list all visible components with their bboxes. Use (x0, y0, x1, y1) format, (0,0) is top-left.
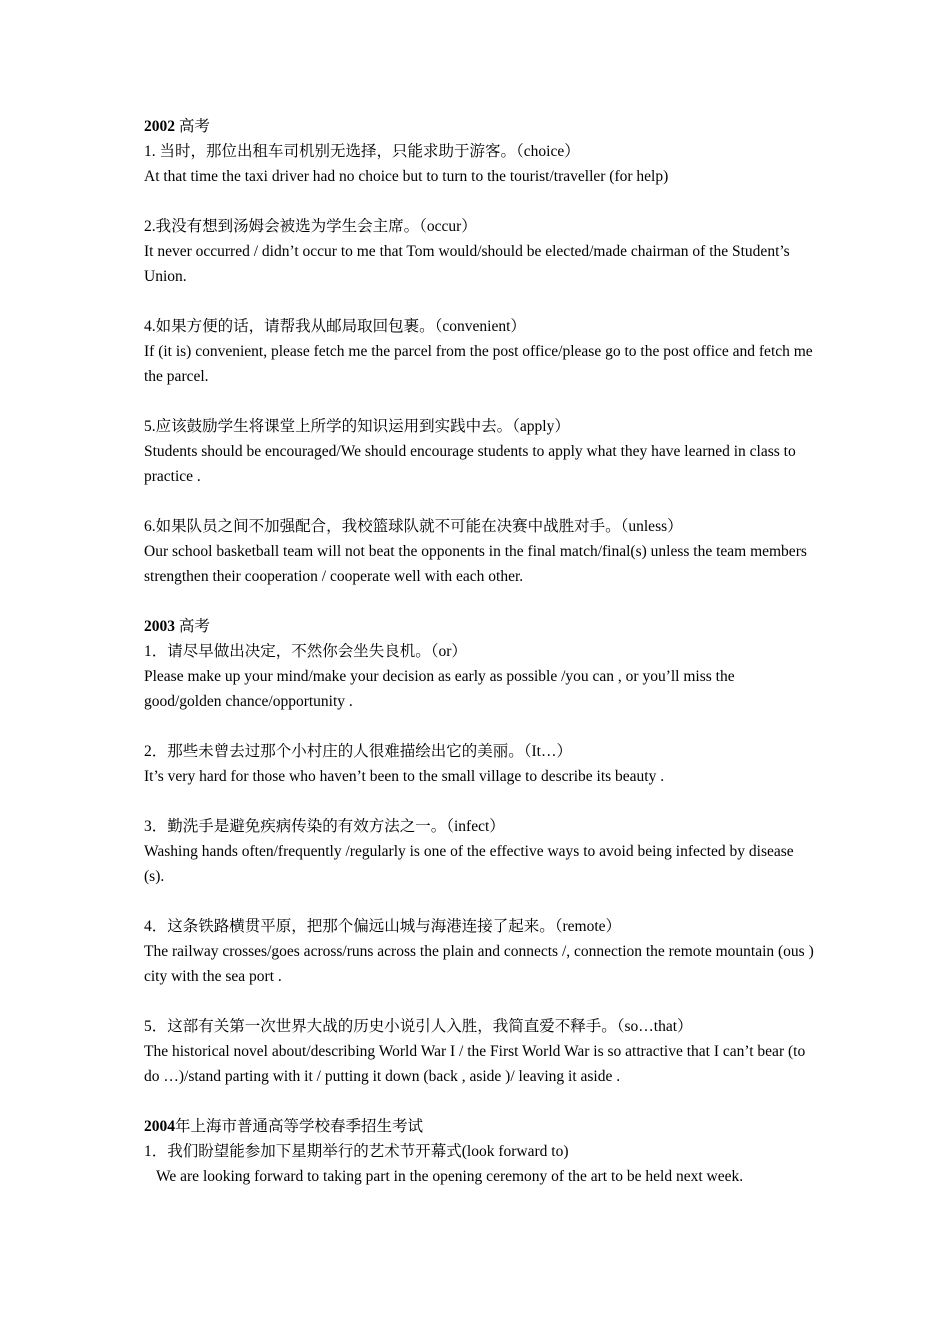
question-2003-5: 5．这部有关第一次世界大战的历史小说引人入胜，我简直爱不释手。（so…that） (144, 1018, 693, 1035)
question-2003-4: 4．这条铁路横贯平原，把那个偏远山城与海港连接了起来。（remote） (144, 918, 622, 935)
answer-2003-2: It’s very hard for those who haven’t been to the small village to describe its beauty . (144, 768, 665, 785)
document-page (144, 114, 814, 1189)
section-title-2002: 2002 高考 (144, 118, 210, 135)
answer-2003-3: Washing hands often/frequently /regularly is one of the effective ways to avoid being infected by disease (s). (144, 843, 794, 885)
answer-2004-1: We are looking forward to taking part in the opening ceremony of the art to be held next week. (156, 1168, 744, 1185)
question-2002-2: 2.我没有想到汤姆会被选为学生会主席。（occur） (144, 218, 477, 235)
answer-2002-2: It never occurred / didn’t occur to me that Tom would/should be elected/made chairman of the Student’s Union. (144, 243, 790, 285)
question-2003-2: 2．那些未曾去过那个小村庄的人很难描绘出它的美丽。（It…） (144, 743, 572, 760)
question-2002-4: 4.如果方便的话，请帮我从邮局取回包裹。（convenient） (144, 318, 526, 335)
answer-2003-5: The historical novel about/describing World War I / the First World War is so attractive that I can’t bear (to do …)/stand parting with it / putting it down (back , aside )/ leaving it aside . (144, 1043, 806, 1085)
answer-2002-5: Students should be encouraged/We should encourage students to apply what they have learned in class to practice . (144, 443, 796, 485)
question-2003-1: 1．请尽早做出决定，不然你会坐失良机。（or） (144, 643, 467, 660)
answer-2003-1: Please make up your mind/make your decision as early as possible /you can , or you’ll miss the good/golden chance/opportunity . (144, 668, 735, 710)
answer-2002-4: If (it is) convenient, please fetch me the parcel from the post office/please go to the post office and fetch me the parcel. (144, 343, 813, 385)
question-2003-3: 3．勤洗手是避免疾病传染的有效方法之一。（infect） (144, 818, 505, 835)
answer-2002-6: Our school basketball team will not beat the opponents in the final match/final(s) unless the team members strengthen their cooperation / cooperate well with each other. (144, 543, 807, 585)
question-2002-6: 6.如果队员之间不加强配合，我校篮球队就不可能在决赛中战胜对手。（unless） (144, 518, 683, 535)
answer-2003-4: The railway crosses/goes across/runs across the plain and connects /, connection the remote mountain (ous ) city with the sea port . (144, 943, 814, 985)
question-2002-1: 1. 当时，那位出租车司机别无选择，只能求助于游客。（choice） (144, 143, 580, 160)
section-title-2003: 2003 高考 (144, 618, 210, 635)
section-title-2004: 2004年上海市普通高等学校春季招生考试 (144, 1118, 424, 1135)
question-2004-1: 1．我们盼望能参加下星期举行的艺术节开幕式(look forward to) (144, 1143, 569, 1160)
question-2002-5: 5.应该鼓励学生将课堂上所学的知识运用到实践中去。（apply） (144, 418, 570, 435)
answer-2002-1: At that time the taxi driver had no choice but to turn to the tourist/traveller (for help) (144, 168, 669, 185)
